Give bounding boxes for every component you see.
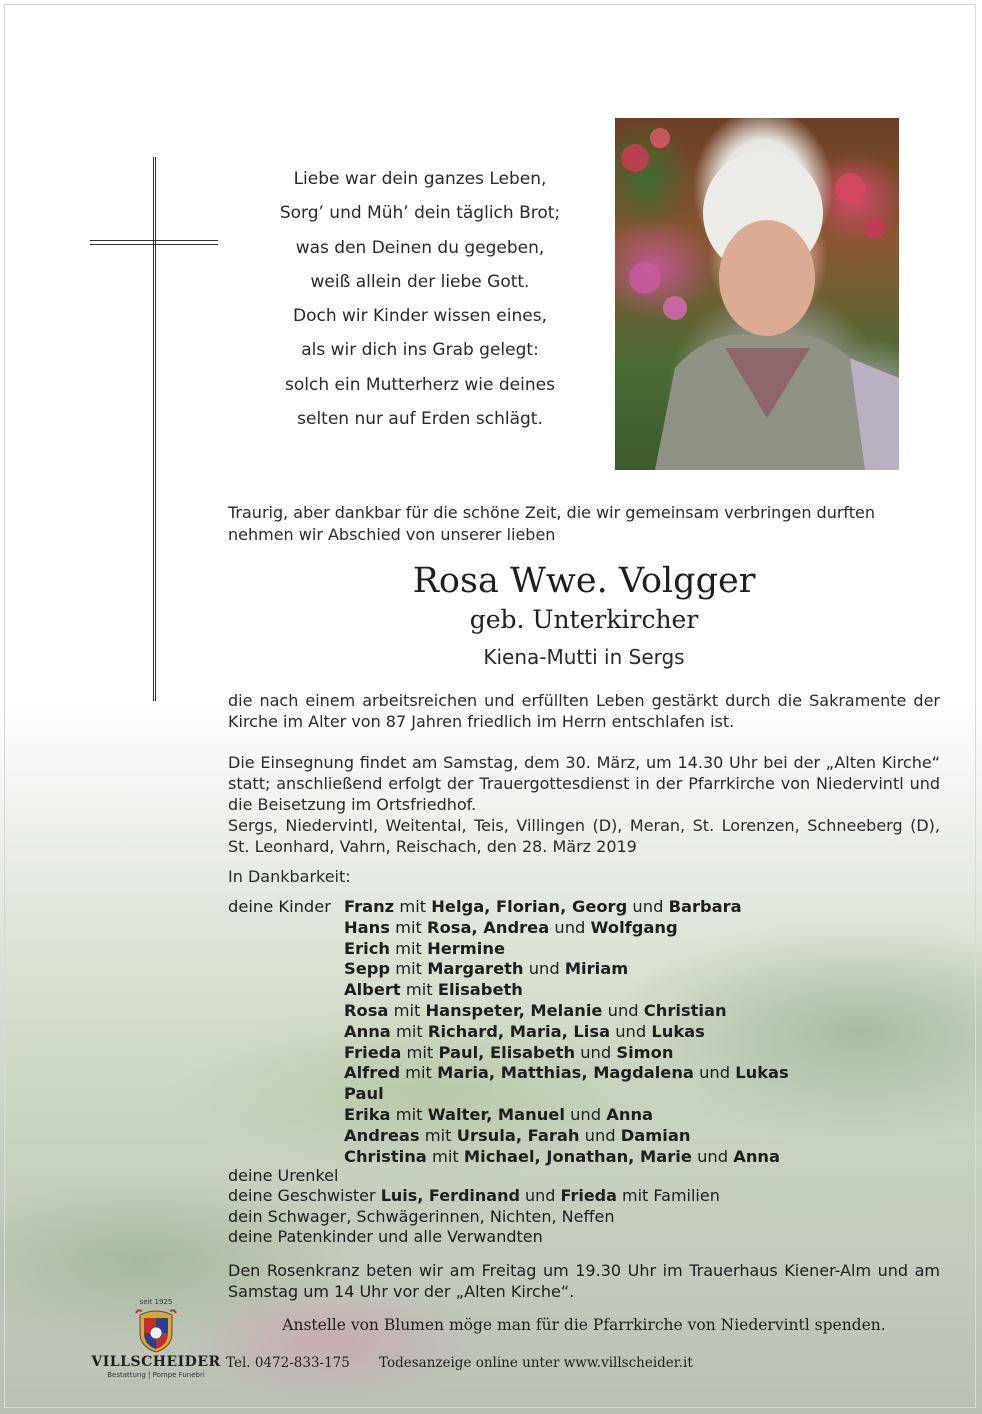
child-row <box>228 1001 940 1022</box>
connector-text: mit <box>426 1146 464 1166</box>
name-bold: Elisabeth <box>437 980 523 1000</box>
logo-since: seit 1925 <box>139 1298 173 1306</box>
connector-text: deine Urenkel <box>228 1166 339 1185</box>
child-line <box>344 980 523 1001</box>
connector-text: mit <box>390 1104 428 1124</box>
connector-text: und <box>575 1042 617 1062</box>
child-row <box>228 1126 940 1147</box>
connector-text: deine Geschwister <box>228 1186 381 1206</box>
passing-text: die nach einem arbeitsreichen und erfüllten Leben gestärkt durch die Sakramente der Kirche im Alter von 87 Jahren friedlich im Herrn entschlafen ist. <box>228 691 940 731</box>
phone-number: Tel. 0472-833-175 <box>226 1355 350 1371</box>
connector-text: und <box>610 1021 652 1041</box>
child-row <box>228 1043 940 1064</box>
name-bold: Alfred <box>344 1063 400 1083</box>
child-line <box>344 1022 705 1043</box>
child-row <box>228 1022 940 1043</box>
name-bold: Anna <box>606 1104 654 1124</box>
rosary-notice: Den Rosenkranz beten wir am Freitag um 19.30 Uhr im Trauerhaus Kiener-Alm und am Samstag um 14 Uhr vor der „Alten Kirche“. <box>228 1261 940 1301</box>
poem-line: Liebe war dein ganzes Leben, <box>293 169 547 189</box>
name-bold: Margareth <box>427 959 524 979</box>
child-line <box>344 1126 690 1147</box>
relative-row <box>228 1166 940 1186</box>
name-bold: Michael, Jonathan, Marie <box>463 1146 692 1166</box>
poem-line: solch ein Mutterherz wie deines <box>285 374 555 395</box>
child-row <box>228 918 940 939</box>
name-bold: Paul <box>344 1084 384 1104</box>
relative-row <box>228 1227 940 1247</box>
name-bold: Simon <box>616 1042 674 1062</box>
connector-text: mit <box>394 897 432 916</box>
children-list <box>228 897 940 1167</box>
child-line <box>344 1043 673 1064</box>
connector-text: mit <box>400 1063 438 1083</box>
name-bold: Ursula, Farah <box>456 1125 580 1145</box>
connector-text: und <box>579 1125 621 1145</box>
name-bold: Hanspeter, Melanie <box>425 1000 603 1020</box>
name-bold: Anna <box>344 1021 391 1041</box>
maiden-name: geb. Unterkircher <box>469 605 699 634</box>
child-line <box>344 918 678 939</box>
poem-line: als wir dich ins Grab gelegt: <box>301 340 539 361</box>
places-date: Sergs, Niedervintl, Weitental, Teis, Villingen (D), Meran, St. Lorenzen, Schneeberg (D), St. Leonhard, Vahrn, Reischach, den 28. März 2019 <box>228 816 940 856</box>
connector-text: und <box>627 897 669 916</box>
name-bold: Andreas <box>344 1125 420 1145</box>
deceased-name: Rosa Wwe. Volgger <box>412 561 756 601</box>
child-row <box>228 959 940 980</box>
poem-line: selten nur auf Erden schlägt. <box>297 409 543 430</box>
name-bold: Hans <box>344 917 390 937</box>
name-bold: Christina <box>344 1146 427 1166</box>
child-line <box>344 1063 789 1084</box>
name-bold: Rosa <box>344 1000 389 1020</box>
connector-text: mit <box>389 938 428 958</box>
name-bold: Albert <box>344 980 401 1000</box>
name-bold: Lukas <box>651 1021 705 1041</box>
crest-icon <box>134 1307 178 1353</box>
connector-text: mit <box>401 1042 439 1062</box>
name-bold: Erich <box>344 938 390 958</box>
connector-text: und <box>564 1104 607 1124</box>
name-bold: Helga, Florian, Georg <box>431 897 628 916</box>
name-bold: Anna <box>733 1146 780 1166</box>
child-line <box>344 1105 653 1126</box>
connector-text: mit <box>390 959 428 979</box>
child-line <box>344 1147 780 1168</box>
name-bold: Damian <box>620 1125 691 1145</box>
name-bold: Walter, Manuel <box>427 1104 565 1124</box>
name-bold: Frieda <box>560 1186 617 1206</box>
relatives-list <box>228 1166 940 1247</box>
name-bold: Luis, Ferdinand <box>380 1186 520 1206</box>
portrait-photo <box>615 118 899 470</box>
child-row <box>228 1084 940 1105</box>
child-row <box>228 939 940 960</box>
connector-text: mit <box>389 917 428 937</box>
name-bold: Richard, Maria, Lisa <box>427 1021 611 1041</box>
connector-text: mit <box>419 1125 457 1145</box>
connector-text: und <box>523 959 565 979</box>
online-notice: Todesanzeige online unter www.villscheider.it <box>379 1355 693 1371</box>
name-bold: Miriam <box>564 959 629 979</box>
child-row <box>228 1105 940 1126</box>
name-bold: Sepp <box>344 959 391 979</box>
name-bold: Paul, Elisabeth <box>438 1042 576 1062</box>
name-bold: Erika <box>344 1104 391 1124</box>
poem <box>250 162 590 436</box>
poem-line: Sorg’ und Müh’ dein täglich Brot; <box>279 203 561 224</box>
name-bold: Lukas <box>735 1063 789 1083</box>
logo-subtitle: Bestattung | Pompe Funebri <box>107 1371 205 1379</box>
funeral-details: Die Einsegnung findet am Samstag, dem 30. März, um 14.30 Uhr bei der „Alten Kirche“ statt; anschließend erfolgt der Trauergottesdienst in der Pfarrkirche von Niedervintl und die Beisetzung im Ortsfriedhof. <box>228 753 940 814</box>
name-bold: Frieda <box>344 1042 402 1062</box>
intro-text: Traurig, aber dankbar für die schöne Zeit, die wir gemeinsam verbringen durften nehmen wir Abschied von unserer lieben <box>228 503 876 544</box>
name-bold: Barbara <box>668 897 742 916</box>
child-line <box>344 1001 727 1022</box>
connector-text: und <box>549 917 591 937</box>
connector-text: mit <box>390 1021 428 1041</box>
donation-note: Anstelle von Blumen möge man für die Pfarrkirche von Niedervintl spenden. <box>282 1316 886 1334</box>
relative-row <box>228 1207 940 1227</box>
nickname: Kiena-Mutti in Sergs <box>483 645 685 669</box>
child-line <box>344 939 505 960</box>
child-line <box>344 959 628 980</box>
name-bold: Christian <box>643 1000 727 1020</box>
child-row <box>228 1063 940 1084</box>
poem-line: was den Deinen du gegeben, <box>295 237 545 258</box>
name-bold: Rosa, Andrea <box>427 917 550 937</box>
relative-row <box>228 1186 940 1206</box>
child-row <box>228 897 940 918</box>
connector-text: mit Familien <box>616 1186 720 1206</box>
children-lead: deine Kinder <box>228 897 331 916</box>
connector-text: und <box>693 1063 736 1083</box>
name-bold: Maria, Matthias, Magdalena <box>437 1063 694 1083</box>
connector-text: mit <box>388 1000 426 1020</box>
connector-text: mit <box>400 980 438 1000</box>
gratitude-heading: In Dankbarkeit: <box>228 867 351 886</box>
child-line <box>344 897 742 918</box>
name-bold: Franz <box>344 897 395 916</box>
logo-name: VILLSCHEIDER <box>91 1354 221 1370</box>
poem-line: Doch wir Kinder wissen eines, <box>293 306 547 327</box>
child-line <box>344 1084 384 1105</box>
connector-text: und <box>691 1146 734 1166</box>
funeral-home-logo <box>86 1298 226 1398</box>
connector-text: deine Patenkinder und alle Verwandten <box>228 1226 543 1246</box>
poem-line: weiß allein der liebe Gott. <box>310 271 530 292</box>
child-row <box>228 980 940 1001</box>
connector-text: dein Schwager, Schwägerinnen, Nichten, Neffen <box>228 1206 615 1226</box>
child-row <box>228 1147 940 1168</box>
name-bold: Hermine <box>427 938 505 958</box>
connector-text: und <box>519 1186 561 1206</box>
connector-text: und <box>602 1000 644 1020</box>
name-bold: Wolfgang <box>590 917 678 937</box>
